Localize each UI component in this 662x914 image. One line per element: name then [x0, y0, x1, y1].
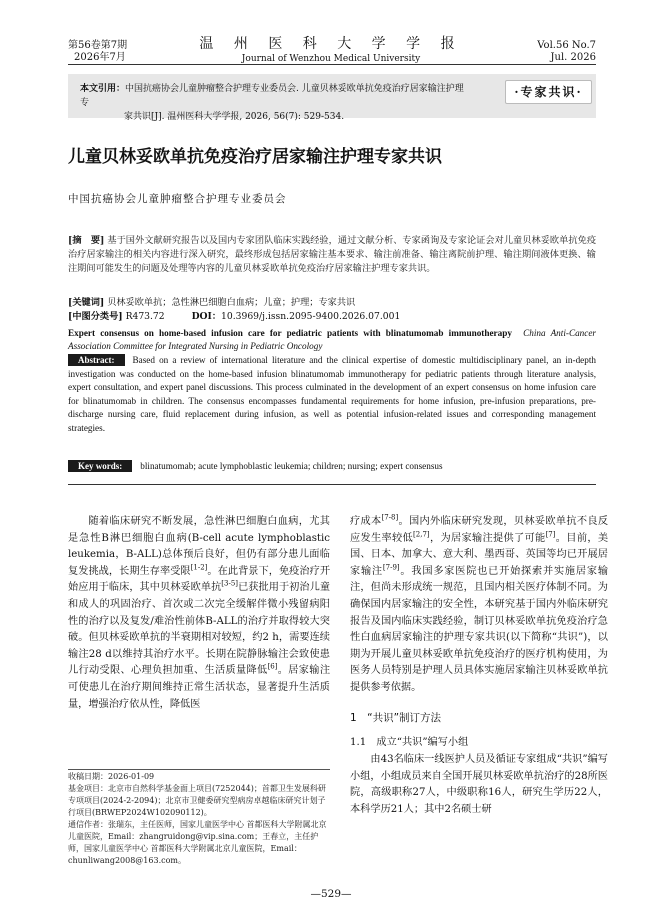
- english-org: China Anti-Cancer Association Committee for Integrated Nursing in Pediatric Oncology: [68, 328, 596, 351]
- received-date: 收稿日期：2026-01-09: [68, 772, 155, 781]
- keywords-cn-label: [关键词]: [68, 297, 105, 308]
- body-text: 。国内外临床研究发现，贝林妥欧单抗不良反应发生率较低: [350, 516, 609, 544]
- classification-code: R473.72: [125, 311, 165, 322]
- english-title: Expert consensus on home-based infusion care for pediatric patients with blinatumomab immunotherapy: [68, 328, 512, 338]
- english-title-block: [68, 327, 596, 353]
- body-paragraph: 由43名临床一线医护人员及循证专家组成“共识”编写小组，小组成员来自全国开展贝林妥欧单抗治疗的28所医院，高级职称27人，中级职称16人，研究生学历22人，本科学历21人；其中2名硕士研: [350, 754, 608, 815]
- section-heading-1: 1 “共识”制订方法: [350, 712, 442, 724]
- doi-label: DOI：: [191, 311, 222, 322]
- fund-info: 基金项目：北京市自然科学基金面上项目(7252044)；首都卫生发展科研专项项目(2024-2-2094)；北京市卫健委研究型病房卓越临床研究计划子行项目(BRWEP2024W102090112)。: [68, 784, 326, 817]
- reference-mark: [6]: [267, 662, 278, 671]
- article-title: 儿童贝林妥欧单抗免疫治疗居家输注护理专家共识: [68, 147, 442, 167]
- classification-line: [68, 310, 596, 323]
- journal-name-cn: 温 州 医 科 大 学 学 报: [199, 36, 463, 52]
- reference-mark: [2,7]: [413, 530, 430, 539]
- body-paragraph: [350, 514, 608, 697]
- header-volume: [68, 40, 127, 64]
- article-type-badge: ·专家共识·: [505, 80, 592, 104]
- reference-mark: [3-5]: [221, 579, 239, 588]
- body-text: 。在此背景下，免疫治疗开始应用于临床，其中贝林妥欧单抗: [68, 565, 331, 594]
- keywords-en-label: Key words:: [68, 460, 132, 472]
- body-text: 。居家输注可使患儿在治疗期间维持正常生活状态，显著提升生活质量，增强治疗依从性，降低医: [68, 665, 331, 710]
- reference-mark: [7]: [545, 530, 556, 539]
- citation-text: [80, 82, 470, 124]
- abstract-cn-text: 基于国外文献研究报告以及国内专家团队临床实践经验，通过文献分析、专家函询及专家论证会对儿童贝林妥欧单抗免疫治疗居家输注的相关内容进行深入研究，最终形成包括居家输注基本要求、输注前准备、输注离院前护理、输注期间液体更换、输注期间可能发生的问题及处理等内容的儿童贝林妥欧单抗免疫治疗居家输注护理专家共识。: [68, 235, 597, 274]
- abstract-en-label: Abstract:: [68, 354, 125, 366]
- doi-value: 10.3969/j.issn.2095-9400.2026.07.001: [221, 311, 401, 322]
- body-column-left: [68, 514, 330, 713]
- subsection-heading-1-1: 1.1 成立“共识”编写小组: [350, 737, 469, 748]
- volume-en: Vol.56 No.7: [537, 40, 596, 51]
- header-volume-en: [522, 40, 596, 64]
- reference-mark: [7-8]: [381, 513, 399, 522]
- body-column-right: [350, 514, 608, 697]
- english-keywords: [68, 459, 596, 473]
- body-column-right-2: [350, 752, 608, 818]
- abstract-separator: [68, 484, 596, 485]
- body-text: 。我国多家医院也已开始探索并实施居家输注，但尚未形成统一规范，且国内相关医疗体制不同。为确保国内居家输注的安全性，本研究基于国内外临床研究报告及国内临床实践经验，制订贝林妥欧单抗免疫治疗急性白血病居家输注的护理专家共识(以下简称“共识”)，以期为开展儿童贝林妥欧单抗免疫治疗的医疗机构使用，为医务人员特别是护理人员具体实施居家输注贝林妥欧单抗提供参考依据。: [350, 565, 609, 693]
- citation-label: 本文引用：: [80, 84, 126, 94]
- keywords-cn-text: 贝林妥欧单抗；急性淋巴细胞白血病；儿童；护理；专家共识: [107, 297, 356, 308]
- english-abstract: [68, 354, 596, 436]
- abstract-en-text: Based on a review of international literature and the clinical expertise of domestic multidisciplinary panel, an in-depth investigation was conducted on the home-based infusion blinatumomab immunotherapy for pediatric patients through literature analysis, expert consultation, and expert panel discussions. This process culminated in the development of an expert consensus on home infusion care for blinatumomab in children. The consensus encompasses fundamental requirements for home infusion, pre-infusion preparations, pre-discharge nursing care, fluid replacement during infusion, as well as potential infusion-related issues and corresponding management strategies.: [68, 355, 596, 433]
- classification-label: [中图分类号]: [68, 311, 123, 322]
- keywords-cn: [68, 296, 596, 309]
- reference-mark: [1-2]: [190, 563, 208, 572]
- body-text: ，为居家输注提供了可能: [429, 532, 546, 544]
- body-text: 随着临床研究不断发展，急性淋巴细胞白血病，尤其是急性B淋巴细胞白血病(B-cell acute lymphoblastic leukemia，B-ALL)总体预后良好，但仍有部分患儿面临复发挑战，长期生存率受限: [68, 516, 330, 577]
- abstract-cn-label: [摘 要]: [68, 235, 105, 246]
- citation-line-1: 中国抗癌协会儿童肿瘤整合护理专业委员会. 儿童贝林妥欧单抗免疫治疗居家输注护理专: [80, 84, 464, 108]
- abstract-cn: [68, 234, 596, 276]
- footnote: [68, 771, 330, 867]
- page-number: —529—: [310, 888, 352, 900]
- body-text: 疗成本: [350, 516, 382, 527]
- journal-name-en: Journal of Wenzhou Medical University: [241, 54, 421, 64]
- corresponding-author: 通信作者：张瑞东，主任医师，国家儿童医学中心 首都医科大学附属北京儿童医院，Email：zhangruidong@vip.sina.com；王春立，主任护师，国家儿童医学中心 首都医科大学附属北京儿童医院，Email：chunliwang2008@163.com。: [68, 820, 327, 865]
- author-organization: 中国抗癌协会儿童肿瘤整合护理专业委员会: [68, 193, 287, 205]
- keywords-en-text: blinatumomab; acute lymphoblastic leukemia; children; nursing; expert consensus: [140, 461, 443, 471]
- body-text: 。目前，美国、日本、加拿大、意大利、墨西哥、英国等均已开展居家输注: [350, 532, 609, 577]
- reference-mark: [7-9]: [382, 563, 400, 572]
- body-text: 已获批用于初治儿童和成人的巩固治疗、首次或二次完全缓解伴微小残留病阳性的治疗以及复发/难治性前体B-ALL的治疗并取得较大突破。但贝林妥欧单抗的半衰期相对较短，约2 h，需要连续输注28 d以维持其治疗水平。长期在院静脉输注会致使患儿行动受限、心理负担加重、生活质量降低: [68, 582, 331, 677]
- footnote-rule: [68, 769, 330, 770]
- journal-header: [180, 36, 482, 65]
- header-rule: [68, 64, 596, 65]
- date-cn: 2026年7月: [74, 52, 126, 63]
- volume-cn: 第56卷第7期: [68, 40, 128, 51]
- citation-line-2: 家共识[J]. 温州医科大学学报, 2026, 56(7): 529-534.: [124, 112, 345, 122]
- body-paragraph: [68, 514, 330, 713]
- date-en: Jul. 2026: [550, 52, 596, 63]
